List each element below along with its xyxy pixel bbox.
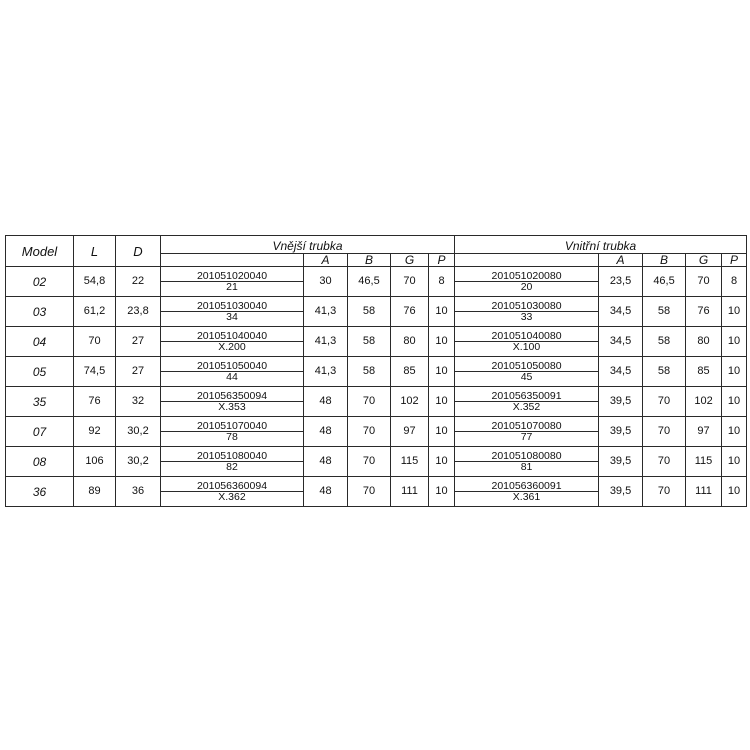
header-outer-g: G	[391, 254, 429, 267]
outer-a-cell: 48	[304, 447, 348, 477]
d-cell: 23,8	[116, 297, 161, 327]
model-cell: 08	[6, 447, 74, 477]
inner-g-cell: 97	[686, 417, 722, 447]
d-cell: 27	[116, 327, 161, 357]
inner-a-cell: 39,5	[599, 417, 643, 447]
outer-code-cell: 201051050040	[161, 357, 304, 372]
table-row	[6, 387, 747, 402]
header-outer-code	[161, 254, 304, 267]
inner-a-cell: 39,5	[599, 447, 643, 477]
outer-sub-cell: 34	[161, 312, 304, 327]
inner-a-cell: 34,5	[599, 297, 643, 327]
outer-b-cell: 58	[348, 327, 391, 357]
inner-p-cell: 10	[722, 477, 747, 507]
outer-code-cell: 201056360094	[161, 477, 304, 492]
outer-g-cell: 70	[391, 267, 429, 297]
header-inner-tube: Vnitřní trubka	[455, 236, 747, 254]
inner-b-cell: 70	[643, 417, 686, 447]
header-outer-b: B	[348, 254, 391, 267]
outer-g-cell: 85	[391, 357, 429, 387]
outer-code-cell: 201051020040	[161, 267, 304, 282]
header-outer-a: A	[304, 254, 348, 267]
inner-b-cell: 70	[643, 447, 686, 477]
outer-code-cell: 201051070040	[161, 417, 304, 432]
inner-g-cell: 80	[686, 327, 722, 357]
l-cell: 76	[74, 387, 116, 417]
inner-a-cell: 23,5	[599, 267, 643, 297]
inner-b-cell: 58	[643, 297, 686, 327]
inner-sub-cell: 20	[455, 282, 599, 297]
outer-g-cell: 80	[391, 327, 429, 357]
outer-code-cell: 201051040040	[161, 327, 304, 342]
table-row	[6, 327, 747, 342]
inner-a-cell: 39,5	[599, 387, 643, 417]
outer-a-cell: 30	[304, 267, 348, 297]
outer-a-cell: 41,3	[304, 297, 348, 327]
inner-sub-cell: 77	[455, 432, 599, 447]
outer-g-cell: 102	[391, 387, 429, 417]
outer-a-cell: 41,3	[304, 357, 348, 387]
header-model: Model	[6, 236, 74, 267]
header-inner-b: B	[643, 254, 686, 267]
inner-b-cell: 58	[643, 327, 686, 357]
header-inner-a: A	[599, 254, 643, 267]
inner-sub-cell: 81	[455, 462, 599, 477]
model-cell: 04	[6, 327, 74, 357]
inner-a-cell: 39,5	[599, 477, 643, 507]
inner-p-cell: 10	[722, 447, 747, 477]
inner-b-cell: 58	[643, 357, 686, 387]
outer-sub-cell: 82	[161, 462, 304, 477]
l-cell: 74,5	[74, 357, 116, 387]
outer-g-cell: 76	[391, 297, 429, 327]
outer-p-cell: 10	[429, 357, 455, 387]
outer-sub-cell: X.362	[161, 492, 304, 507]
table-row	[6, 477, 747, 492]
inner-sub-cell: 45	[455, 372, 599, 387]
inner-b-cell: 46,5	[643, 267, 686, 297]
inner-g-cell: 85	[686, 357, 722, 387]
inner-code-cell: 201056360091	[455, 477, 599, 492]
model-cell: 36	[6, 477, 74, 507]
inner-sub-cell: X.361	[455, 492, 599, 507]
l-cell: 92	[74, 417, 116, 447]
inner-p-cell: 10	[722, 297, 747, 327]
header-l: L	[74, 236, 116, 267]
inner-code-cell: 201051080080	[455, 447, 599, 462]
table-body	[6, 267, 747, 507]
d-cell: 32	[116, 387, 161, 417]
table-row	[6, 297, 747, 312]
d-cell: 30,2	[116, 447, 161, 477]
model-cell: 03	[6, 297, 74, 327]
inner-code-cell: 201051050080	[455, 357, 599, 372]
outer-b-cell: 70	[348, 387, 391, 417]
inner-code-cell: 201051070080	[455, 417, 599, 432]
l-cell: 106	[74, 447, 116, 477]
inner-sub-cell: X.352	[455, 402, 599, 417]
outer-g-cell: 111	[391, 477, 429, 507]
outer-p-cell: 10	[429, 327, 455, 357]
d-cell: 27	[116, 357, 161, 387]
outer-p-cell: 10	[429, 387, 455, 417]
d-cell: 36	[116, 477, 161, 507]
outer-a-cell: 48	[304, 477, 348, 507]
table-row	[6, 267, 747, 282]
inner-p-cell: 10	[722, 327, 747, 357]
header-inner-p: P	[722, 254, 747, 267]
inner-g-cell: 115	[686, 447, 722, 477]
model-cell: 35	[6, 387, 74, 417]
outer-b-cell: 70	[348, 477, 391, 507]
header-inner-g: G	[686, 254, 722, 267]
header-outer-p: P	[429, 254, 455, 267]
d-cell: 30,2	[116, 417, 161, 447]
outer-sub-cell: 21	[161, 282, 304, 297]
inner-g-cell: 102	[686, 387, 722, 417]
inner-code-cell: 201051030080	[455, 297, 599, 312]
outer-b-cell: 70	[348, 417, 391, 447]
table-row	[6, 357, 747, 372]
model-cell: 02	[6, 267, 74, 297]
outer-sub-cell: X.200	[161, 342, 304, 357]
header-outer-tube: Vnější trubka	[161, 236, 455, 254]
outer-b-cell: 58	[348, 357, 391, 387]
inner-code-cell: 201051020080	[455, 267, 599, 282]
inner-b-cell: 70	[643, 387, 686, 417]
outer-p-cell: 10	[429, 447, 455, 477]
outer-b-cell: 70	[348, 447, 391, 477]
outer-b-cell: 58	[348, 297, 391, 327]
inner-code-cell: 201056350091	[455, 387, 599, 402]
outer-p-cell: 10	[429, 477, 455, 507]
l-cell: 89	[74, 477, 116, 507]
inner-p-cell: 10	[722, 387, 747, 417]
outer-p-cell: 10	[429, 297, 455, 327]
outer-a-cell: 41,3	[304, 327, 348, 357]
inner-a-cell: 34,5	[599, 357, 643, 387]
outer-b-cell: 46,5	[348, 267, 391, 297]
inner-sub-cell: X.100	[455, 342, 599, 357]
header-inner-code	[455, 254, 599, 267]
inner-g-cell: 111	[686, 477, 722, 507]
d-cell: 22	[116, 267, 161, 297]
inner-code-cell: 201051040080	[455, 327, 599, 342]
l-cell: 61,2	[74, 297, 116, 327]
outer-g-cell: 97	[391, 417, 429, 447]
inner-g-cell: 76	[686, 297, 722, 327]
spec-table	[5, 235, 747, 507]
outer-p-cell: 8	[429, 267, 455, 297]
inner-p-cell: 10	[722, 357, 747, 387]
outer-code-cell: 201051030040	[161, 297, 304, 312]
header-d: D	[116, 236, 161, 267]
outer-sub-cell: 78	[161, 432, 304, 447]
inner-sub-cell: 33	[455, 312, 599, 327]
inner-p-cell: 8	[722, 267, 747, 297]
table-row	[6, 447, 747, 462]
outer-p-cell: 10	[429, 417, 455, 447]
outer-a-cell: 48	[304, 387, 348, 417]
l-cell: 54,8	[74, 267, 116, 297]
model-cell: 07	[6, 417, 74, 447]
l-cell: 70	[74, 327, 116, 357]
outer-sub-cell: 44	[161, 372, 304, 387]
inner-a-cell: 34,5	[599, 327, 643, 357]
table-row	[6, 417, 747, 432]
outer-a-cell: 48	[304, 417, 348, 447]
outer-g-cell: 115	[391, 447, 429, 477]
model-cell: 05	[6, 357, 74, 387]
inner-p-cell: 10	[722, 417, 747, 447]
inner-g-cell: 70	[686, 267, 722, 297]
inner-b-cell: 70	[643, 477, 686, 507]
outer-code-cell: 201051080040	[161, 447, 304, 462]
outer-code-cell: 201056350094	[161, 387, 304, 402]
outer-sub-cell: X.353	[161, 402, 304, 417]
